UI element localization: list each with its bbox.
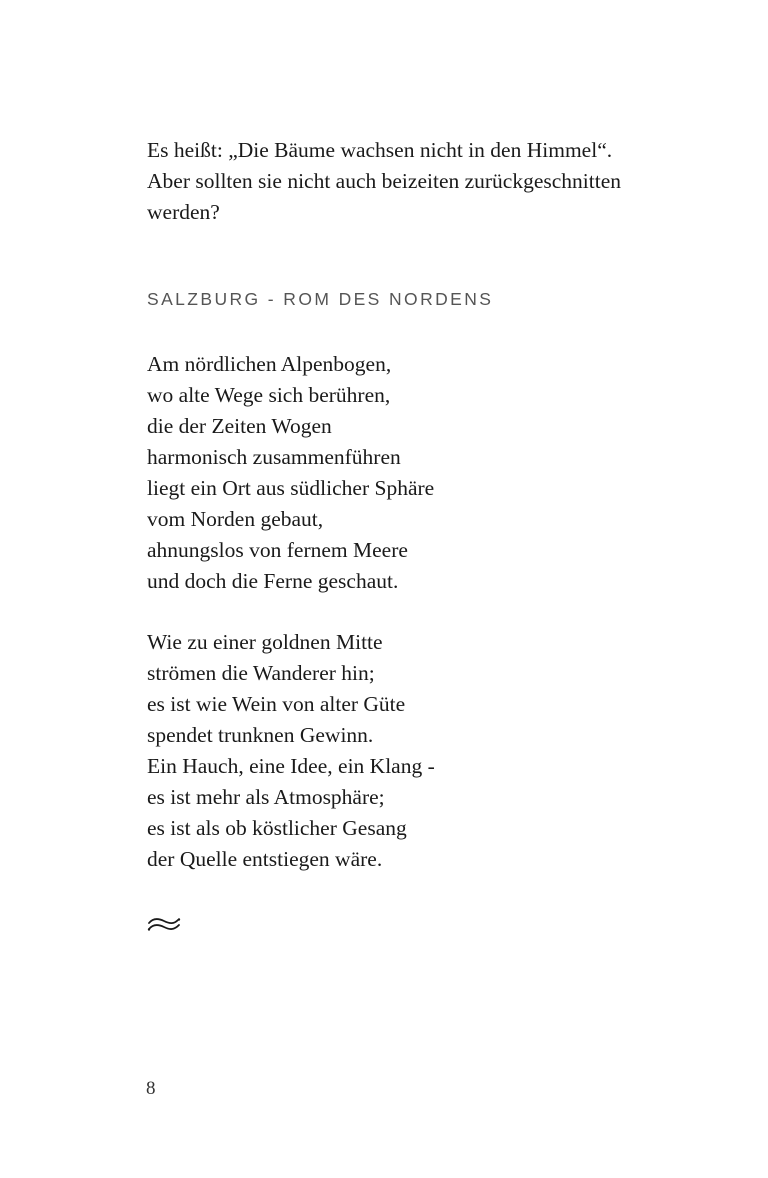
poem-line: Wie zu einer goldnen Mitte <box>147 630 383 654</box>
poem-line: Ein Hauch, eine Idee, ein Klang - <box>147 754 435 778</box>
poem-line: und doch die Ferne geschaut. <box>147 569 399 593</box>
poem-line: liegt ein Ort aus südlicher Sphäre <box>147 476 435 500</box>
poem-title: SALZBURG - ROM DES NORDENS <box>147 289 494 309</box>
swash-tilde-icon <box>146 914 182 934</box>
poem-stanza-1 <box>147 349 434 597</box>
poem-line: strömen die Wanderer hin; <box>147 661 375 685</box>
poem-line: vom Norden gebaut, <box>147 507 324 531</box>
poem-line: der Quelle entstiegen wäre. <box>147 847 383 871</box>
intro-line: Aber sollten sie nicht auch beizeiten zurückgeschnitten <box>147 169 622 193</box>
poem-line: Am nördlichen Alpenbogen, <box>147 352 392 376</box>
poem-line: es ist als ob köstlicher Gesang <box>147 816 407 840</box>
intro-paragraph <box>147 135 667 228</box>
poem-stanza-2 <box>147 627 435 875</box>
page-number: 8 <box>146 1078 156 1099</box>
poem-line: es ist mehr als Atmosphäre; <box>147 785 385 809</box>
intro-line: werden? <box>147 200 220 224</box>
poem-line: die der Zeiten Wogen <box>147 414 332 438</box>
poem-line: harmonisch zusammenführen <box>147 445 401 469</box>
poem-line: es ist wie Wein von alter Güte <box>147 692 406 716</box>
poem-line: spendet trunknen Gewinn. <box>147 723 374 747</box>
poem-line: wo alte Wege sich berühren, <box>147 383 391 407</box>
intro-line: Es heißt: „Die Bäume wachsen nicht in den Himmel“. <box>147 138 613 162</box>
poem-line: ahnungslos von fernem Meere <box>147 538 408 562</box>
